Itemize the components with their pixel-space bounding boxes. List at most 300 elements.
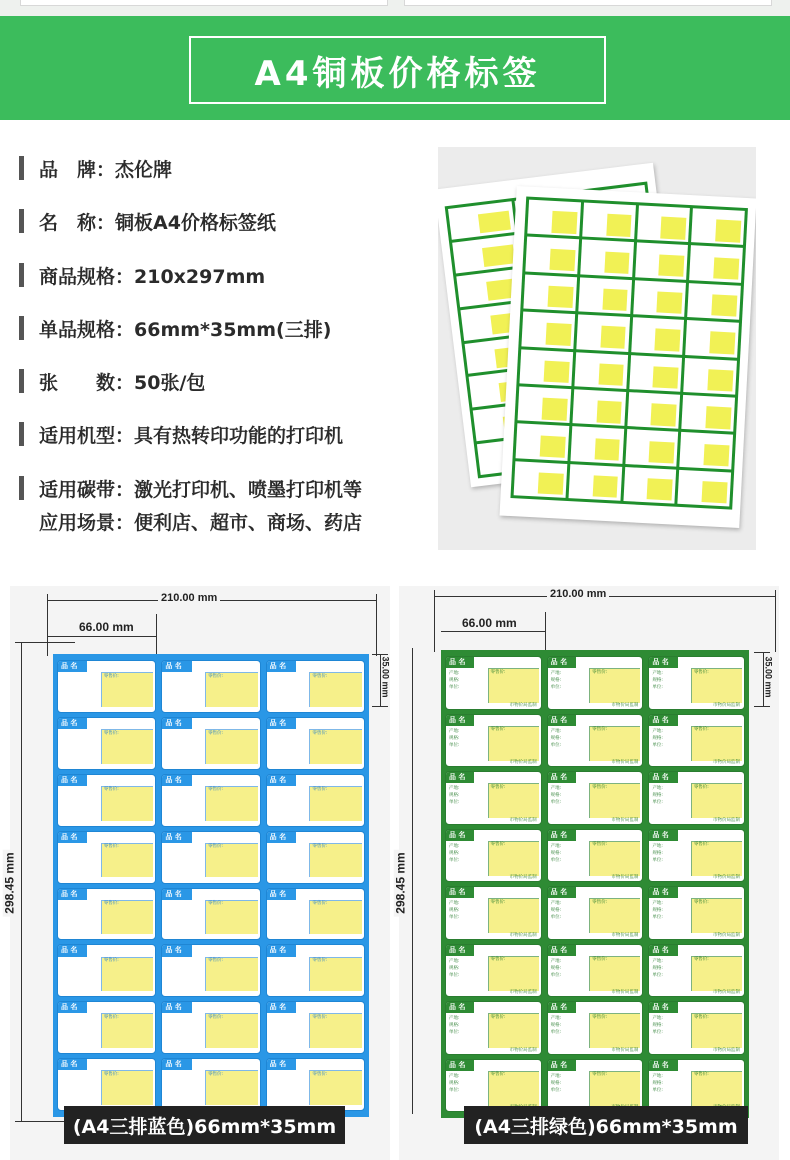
label-name: 品 名 [269,775,287,784]
label-width-label: 66.00 mm [76,620,137,634]
spec-name [19,208,276,234]
dim-tick [15,642,75,643]
label-fields [449,1015,460,1036]
label-name: 品 名 [550,773,568,781]
photo-price-box [549,248,575,271]
label-field: 单位: [449,1030,460,1036]
price-label [547,886,644,940]
label-name: 品 名 [165,889,182,898]
label-field: 单位: [449,685,460,691]
label-field: 产地: [652,1073,663,1079]
dim-tick [754,706,770,707]
label-footer: 市物价局监制 [712,760,740,765]
label-fields [449,785,460,806]
label-field: 产地: [449,728,460,734]
label-name: 品 名 [449,658,466,666]
photo-label [685,320,738,357]
label-fields [551,958,562,979]
label-name: 品 名 [61,946,78,955]
price-caption: 零售价: [592,669,608,675]
label-name: 品 名 [550,888,568,896]
label-name: 品 名 [165,1003,182,1012]
price-label [161,717,260,770]
label-name: 品 名 [165,832,182,841]
photo-label [687,283,740,320]
label-name: 品 名 [652,945,669,954]
label-field: 产地: [449,958,460,964]
price-label [266,1001,365,1054]
label-name: 品 名 [652,1003,669,1011]
label-footer: 市物价局监制 [611,817,639,823]
price-label [445,714,542,768]
price-caption: 零售价: [592,842,608,848]
previous-card-right [404,0,772,6]
dim-tick [545,612,546,652]
price-label [266,717,365,770]
spec-text: 适用碳带：激光打印机、喷墨打印机等 [39,478,363,501]
photo-price-box [540,435,566,458]
label-field: 产地: [449,1073,460,1079]
price-caption: 零售价: [693,842,709,848]
label-field: 产地: [652,671,663,677]
label-fields [652,958,663,979]
price-label [161,1001,260,1054]
price-caption: 零售价: [490,727,506,733]
photo-price-box [705,406,731,429]
label-field: 规格: [550,678,562,684]
price-caption: 零售价: [312,1014,328,1020]
label-footer: 市物价局监制 [712,1047,740,1053]
price-caption: 零售价: [592,1014,608,1020]
label-height-label: 35.00 mm [380,656,391,698]
price-caption: 零售价: [208,673,224,679]
price-label [445,829,542,883]
label-fields [652,785,663,806]
photo-grid-front [510,196,748,509]
photo-label [678,469,731,506]
label-name: 品 名 [269,946,287,955]
price-label [266,1058,365,1111]
dim-tick [156,614,157,656]
price-caption: 零售价: [103,958,119,964]
photo-price-box [647,478,673,501]
label-field: 规格: [652,908,663,914]
photo-price-box [598,363,624,386]
price-caption: 零售价: [693,727,709,733]
photo-price-box [547,286,573,309]
label-field: 产地: [449,901,460,907]
dim-tick [376,594,377,656]
price-label [547,1001,644,1055]
header-box [189,36,606,104]
price-caption: 零售价: [208,958,224,964]
label-name: 品 名 [550,715,568,724]
photo-price-box [543,360,569,383]
label-fields [551,900,562,921]
label-field: 产地: [550,1016,562,1022]
label-name: 品 名 [652,888,669,896]
label-field: 单位: [550,857,562,863]
price-label [445,886,542,940]
photo-price-box [545,323,571,346]
label-fields [449,843,460,864]
label-width-label: 66.00 mm [459,616,520,630]
label-field: 规格: [652,735,663,741]
label-field: 单位: [449,972,460,978]
header-band [0,16,790,120]
price-caption: 零售价: [208,787,224,793]
label-name: 品 名 [652,715,669,724]
price-caption: 零售价: [693,1072,709,1078]
price-caption: 零售价: [103,1014,119,1020]
label-footer: 市物价局监制 [509,1047,537,1053]
label-fields [551,1015,562,1036]
photo-price-box [478,211,511,234]
label-field: 规格: [449,850,460,856]
label-fields [551,843,562,864]
label-field: 规格: [449,678,460,684]
label-name: 品 名 [61,1003,78,1012]
price-caption: 零售价: [208,1071,224,1077]
price-label [57,717,156,770]
photo-price-box [653,366,679,389]
price-caption: 零售价: [490,1072,506,1078]
photo-label [631,317,684,354]
label-name: 品 名 [550,945,568,954]
photo-label [568,464,621,501]
price-caption: 零售价: [592,784,608,790]
photo-price-box [715,220,741,243]
price-label [547,1059,644,1113]
label-fields [449,670,460,691]
price-label [161,660,260,713]
label-fields [652,670,663,691]
label-sheet-green [441,650,749,1118]
label-sheet-blue [53,654,369,1117]
price-label [161,831,260,884]
price-label [266,944,365,997]
spec-text: 名 称：铜板A4价格标签纸 [39,211,276,234]
photo-label [691,208,744,245]
spec-bar [19,316,24,340]
height-dim-line [412,648,413,1114]
label-name: 品 名 [652,830,669,839]
photo-label [525,237,578,274]
price-label [161,944,260,997]
diagram-green [393,586,779,1160]
label-field: 规格: [550,1023,562,1029]
label-footer: 市物价局监制 [712,990,740,995]
label-field: 单位: [449,915,460,921]
label-footer: 市物价局监制 [712,875,740,880]
price-label [57,831,156,884]
dim-tick [434,590,435,652]
photo-price-box [702,481,728,504]
label-field: 产地: [550,1073,562,1079]
price-label [57,1058,156,1111]
label-fields [652,1073,663,1094]
label-fields [551,728,562,749]
label-name: 品 名 [165,946,182,955]
label-name: 品 名 [269,1003,287,1012]
price-caption: 零售价: [490,957,506,963]
sheet-height-label: 298.45 mm [3,849,17,916]
label-field: 单位: [652,742,663,748]
price-label [648,1059,745,1113]
label-name: 品 名 [269,718,287,727]
price-caption: 零售价: [103,844,119,850]
label-name: 品 名 [61,889,78,898]
photo-price-box [711,294,737,317]
label-name: 品 名 [269,662,287,670]
price-caption: 零售价: [693,957,709,963]
label-name: 品 名 [165,662,182,670]
label-field: 产地: [550,958,562,964]
price-label [547,829,644,883]
price-caption: 零售价: [103,1071,119,1077]
price-caption: 零售价: [592,899,608,905]
price-label [547,714,644,768]
label-field: 产地: [449,843,460,849]
photo-label [514,461,567,498]
price-label [161,1058,260,1111]
price-caption: 零售价: [312,787,328,793]
photo-price-box [541,398,567,421]
photo-label [633,280,686,317]
label-field: 单位: [652,1087,663,1093]
price-caption: 零售价: [592,1072,608,1078]
price-caption: 零售价: [312,673,328,679]
photo-label [527,200,580,237]
spec-text: 单品规格：66mm*35mm(三排) [39,318,332,341]
caption-blue: (A4三排蓝色)66mm*35mm [64,1106,345,1144]
label-name: 品 名 [449,1003,466,1011]
dim-tick [372,706,388,707]
photo-label [625,429,678,466]
top-strip [0,0,790,16]
price-label [445,1059,542,1113]
photo-label [518,386,571,423]
photo-price-box [606,214,632,237]
price-label [57,660,156,713]
label-field: 产地: [652,1016,663,1022]
label-name: 品 名 [269,832,287,841]
price-label [57,944,156,997]
price-caption: 零售价: [490,669,506,675]
label-field: 规格: [550,850,562,856]
label-field: 单位: [550,742,562,748]
label-field: 单位: [652,915,663,921]
photo-label [623,467,676,504]
photo-label [448,201,515,239]
price-caption: 零售价: [693,784,709,790]
label-field: 规格: [449,793,460,799]
photo-label [570,426,623,463]
spec-count [19,368,205,394]
label-footer: 市物价局监制 [712,817,740,823]
label-height-label: 35.00 mm [763,656,774,698]
label-name: 品 名 [61,832,78,841]
label-fields [551,785,562,806]
price-label [648,1001,745,1055]
label-field: 单位: [652,800,663,806]
photo-price-box [538,472,564,495]
photo-price-box [594,438,620,461]
price-label [445,656,542,710]
spec-bar [19,369,24,393]
label-footer: 市物价局监制 [611,990,639,995]
sheet-height-label: 298.45 mm [394,849,408,916]
photo-price-box [709,332,735,355]
price-label [57,774,156,827]
label-field: 单位: [550,800,562,806]
label-footer: 市物价局监制 [509,932,537,938]
label-name: 品 名 [269,889,287,898]
price-label [648,944,745,998]
price-label [648,886,745,940]
label-footer: 市物价局监制 [509,990,537,995]
photo-label [689,246,742,283]
label-footer: 市物价局监制 [509,702,537,708]
label-fields [551,670,562,691]
label-field: 产地: [449,786,460,792]
label-name: 品 名 [61,775,78,784]
label-name: 品 名 [269,1060,287,1069]
photo-price-box [596,401,622,424]
photo-price-box [659,254,685,277]
label-name: 品 名 [652,658,669,666]
price-label [266,888,365,941]
photo-label [680,432,733,469]
label-field: 规格: [652,850,663,856]
photo-price-box [707,369,733,392]
label-name: 品 名 [449,1060,466,1069]
price-label [57,888,156,941]
label-footer: 市物价局监制 [509,875,537,880]
price-label [445,1001,542,1055]
height-dim-line [21,642,22,1122]
label-field: 产地: [652,786,663,792]
label-footer: 市物价局监制 [611,875,639,880]
product-photo [438,147,756,550]
photo-price-box [602,289,628,312]
price-label [266,774,365,827]
price-caption: 零售价: [592,727,608,733]
label-footer: 市物价局监制 [712,702,740,708]
diagram-blue [2,586,391,1160]
photo-label [519,349,572,386]
label-field: 单位: [652,685,663,691]
dim-tick [775,590,776,652]
photo-label [637,205,690,242]
label-footer: 市物价局监制 [509,817,537,823]
photo-label [452,235,519,273]
photo-label [682,395,735,432]
spec-size [19,262,265,288]
label-width-dim-line [441,631,546,632]
label-field: 产地: [550,671,562,677]
label-field: 规格: [449,1023,460,1029]
label-name: 品 名 [449,715,466,724]
label-footer: 市物价局监制 [611,1047,639,1053]
photo-price-box [657,292,683,315]
spec-bar [19,263,24,287]
photo-label [576,314,629,351]
label-fields [652,900,663,921]
price-label [445,944,542,998]
price-label [57,1001,156,1054]
price-label [648,829,745,883]
label-fields [449,958,460,979]
label-field: 单位: [550,1087,562,1093]
price-caption: 零售价: [693,899,709,905]
label-field: 单位: [449,800,460,806]
price-caption: 零售价: [693,1014,709,1020]
label-footer: 市物价局监制 [611,702,639,708]
label-field: 产地: [550,786,562,792]
photo-label [635,243,688,280]
label-name: 品 名 [165,1060,182,1069]
price-caption: 零售价: [312,730,328,736]
label-field: 单位: [550,915,562,921]
label-name: 品 名 [652,1060,669,1069]
label-field: 单位: [550,972,562,978]
price-caption: 零售价: [693,669,709,675]
label-name: 品 名 [165,775,182,784]
spec-text: 张 数：50张/包 [39,371,206,394]
price-label [648,714,745,768]
label-field: 规格: [449,1080,460,1086]
price-label [445,771,542,825]
label-name: 品 名 [550,658,568,666]
spec-bar [19,156,24,180]
photo-price-box [655,329,681,352]
label-width-dim-line [47,636,157,637]
label-field: 规格: [550,1080,562,1086]
photo-price-box [551,211,577,234]
label-field: 产地: [449,671,460,677]
label-field: 单位: [652,972,663,978]
label-field: 规格: [550,965,562,971]
label-name: 品 名 [61,718,78,727]
photo-label [627,392,680,429]
label-field: 单位: [449,1087,460,1093]
width-dim-label: 210.00 mm [158,592,220,604]
price-label [266,831,365,884]
label-name: 品 名 [550,1003,568,1011]
label-fields [449,900,460,921]
width-dim-label: 210.00 mm [547,588,609,600]
dim-tick [47,594,48,656]
label-field: 规格: [449,908,460,914]
price-label [547,771,644,825]
photo-label [523,274,576,311]
price-label [547,656,644,710]
price-caption: 零售价: [312,844,328,850]
price-label [266,660,365,713]
photo-label [521,312,574,349]
spec-bar [19,209,24,233]
photo-label [572,389,625,426]
label-field: 单位: [449,742,460,748]
price-caption: 零售价: [103,787,119,793]
label-name: 品 名 [550,830,568,839]
photo-price-box [604,251,630,274]
label-fields [652,843,663,864]
label-name: 品 名 [449,773,466,781]
label-field: 规格: [652,793,663,799]
spec-item-size [19,315,331,341]
